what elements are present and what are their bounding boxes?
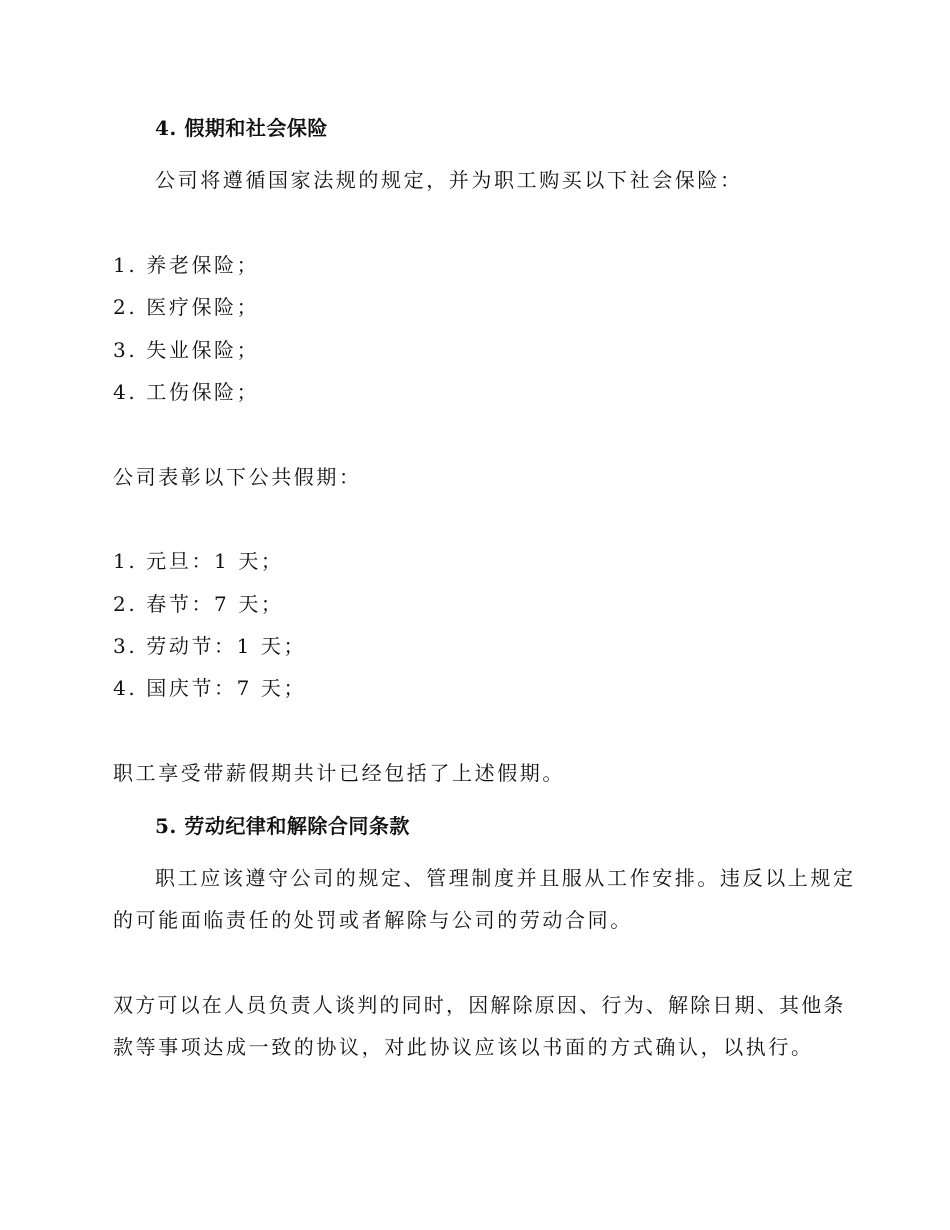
holiday-intro: 公司表彰以下公共假期： — [113, 465, 362, 489]
insurance-item-injury: 4. 工伤保险； — [113, 380, 260, 404]
holiday-item-spring-festival: 2. 春节：7 天； — [113, 592, 284, 616]
section-4-intro: 公司将遵循国家法规的规定，并为职工购买以下社会保险： — [155, 168, 743, 192]
section-5-heading: 5. 劳动纪律和解除合同条款 — [155, 814, 410, 838]
section-5-para2-line1: 双方可以在人员负责人谈判的同时，因解除原因、行为、解除日期、其他条 — [113, 993, 846, 1017]
section-5-para1-line2: 的可能面临责任的处罚或者解除与公司的劳动合同。 — [113, 908, 633, 932]
holiday-item-new-year: 1. 元旦：1 天； — [113, 549, 284, 573]
section-5-para2-line2: 款等事项达成一致的协议，对此协议应该以书面的方式确认，以执行。 — [113, 1035, 814, 1059]
holiday-item-national-day: 4. 国庆节：7 天； — [113, 676, 307, 700]
paid-leave-note: 职工享受带薪假期共计已经包括了上述假期。 — [113, 761, 565, 785]
insurance-item-pension: 1. 养老保险； — [113, 253, 260, 277]
insurance-item-medical: 2. 医疗保险； — [113, 295, 260, 319]
insurance-item-unemployment: 3. 失业保险； — [113, 338, 260, 362]
section-4-heading: 4. 假期和社会保险 — [155, 116, 328, 140]
holiday-item-labor-day: 3. 劳动节：1 天； — [113, 634, 307, 658]
section-5-para1-line1: 职工应该遵守公司的规定、管理制度并且服从工作安排。违反以上规定 — [155, 866, 856, 890]
